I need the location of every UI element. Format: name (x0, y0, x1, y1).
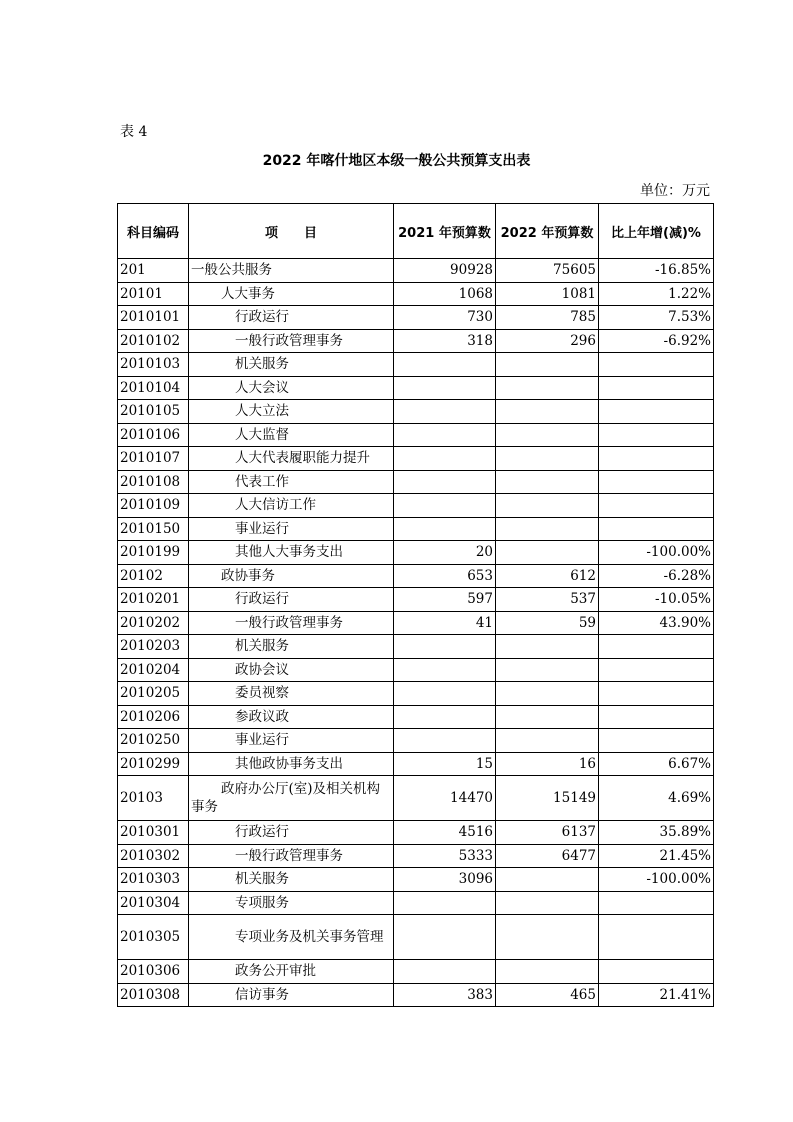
row-change: -6.28% (599, 564, 714, 588)
row-budget-2022: 612 (496, 564, 599, 588)
row-budget-2022: 296 (496, 329, 599, 353)
row-item-name: 政协会议 (189, 658, 394, 682)
row-budget-2021: 15 (394, 752, 496, 776)
row-budget-2021: 730 (394, 306, 496, 330)
table-row (118, 329, 714, 353)
row-change (599, 494, 714, 518)
row-item-name: 机关服务 (189, 353, 394, 377)
row-item-name: 信访事务 (189, 983, 394, 1007)
table-row (118, 611, 714, 635)
row-code: 2010206 (118, 705, 189, 729)
row-budget-2022 (496, 470, 599, 494)
row-change: 6.67% (599, 752, 714, 776)
row-budget-2021: 14470 (394, 776, 496, 821)
row-budget-2022 (496, 868, 599, 892)
row-item-name: 其他政协事务支出 (189, 752, 394, 776)
table-row (118, 960, 714, 984)
row-budget-2022: 59 (496, 611, 599, 635)
row-item-name: 委员视察 (189, 682, 394, 706)
row-change (599, 705, 714, 729)
row-change (599, 353, 714, 377)
row-code: 20101 (118, 282, 189, 306)
row-code: 20103 (118, 776, 189, 821)
row-budget-2021: 383 (394, 983, 496, 1007)
row-item-name: 一般行政管理事务 (189, 844, 394, 868)
table-row (118, 776, 714, 821)
table-label: 表 4 (120, 124, 148, 140)
row-budget-2021 (394, 353, 496, 377)
row-change (599, 915, 714, 960)
row-item-name: 事业运行 (189, 729, 394, 753)
row-change: -100.00% (599, 541, 714, 565)
row-budget-2022: 75605 (496, 259, 599, 283)
table-row (118, 353, 714, 377)
row-code: 2010150 (118, 517, 189, 541)
table-row (118, 282, 714, 306)
row-item-name: 专项业务及机关事务管理 (189, 915, 394, 960)
row-change: -10.05% (599, 588, 714, 612)
row-budget-2022: 1081 (496, 282, 599, 306)
row-budget-2022 (496, 729, 599, 753)
table-row (118, 868, 714, 892)
row-code: 2010299 (118, 752, 189, 776)
row-budget-2022 (496, 635, 599, 659)
row-budget-2022: 6137 (496, 821, 599, 845)
row-item-name: 人大立法 (189, 400, 394, 424)
row-budget-2022 (496, 658, 599, 682)
row-change: 21.41% (599, 983, 714, 1007)
row-budget-2022 (496, 915, 599, 960)
row-code: 2010202 (118, 611, 189, 635)
row-code: 2010303 (118, 868, 189, 892)
row-budget-2022 (496, 541, 599, 565)
row-item-name: 其他人大事务支出 (189, 541, 394, 565)
row-budget-2021 (394, 494, 496, 518)
row-code: 2010304 (118, 891, 189, 915)
row-item-name: 人大事务 (189, 282, 394, 306)
row-budget-2022 (496, 494, 599, 518)
row-budget-2021: 41 (394, 611, 496, 635)
table-row (118, 259, 714, 283)
row-change (599, 517, 714, 541)
row-change: 43.90% (599, 611, 714, 635)
table-row (118, 983, 714, 1007)
table-row (118, 494, 714, 518)
row-change (599, 376, 714, 400)
table-row (118, 306, 714, 330)
row-budget-2022 (496, 353, 599, 377)
table-row (118, 588, 714, 612)
budget-table (117, 203, 714, 1007)
row-code: 2010106 (118, 423, 189, 447)
row-budget-2022 (496, 447, 599, 471)
header-change: 比上年增(减)% (599, 204, 714, 259)
row-change (599, 891, 714, 915)
row-code: 2010201 (118, 588, 189, 612)
row-item-name: 政府办公厅(室)及相关机构事务 (189, 776, 394, 821)
header-budget-2022: 2022 年预算数 (496, 204, 599, 259)
row-item-name: 参政议政 (189, 705, 394, 729)
row-budget-2021 (394, 682, 496, 706)
row-change (599, 470, 714, 494)
row-budget-2022 (496, 423, 599, 447)
row-budget-2022 (496, 960, 599, 984)
table-row (118, 682, 714, 706)
row-change: 7.53% (599, 306, 714, 330)
table-row (118, 752, 714, 776)
row-change (599, 400, 714, 424)
row-budget-2021: 1068 (394, 282, 496, 306)
row-change (599, 447, 714, 471)
row-code: 2010306 (118, 960, 189, 984)
row-code: 2010102 (118, 329, 189, 353)
row-budget-2021: 4516 (394, 821, 496, 845)
table-row (118, 470, 714, 494)
header-budget-2021: 2021 年预算数 (394, 204, 496, 259)
row-change: -6.92% (599, 329, 714, 353)
row-item-name: 代表工作 (189, 470, 394, 494)
row-change: 35.89% (599, 821, 714, 845)
row-item-name: 人大代表履职能力提升 (189, 447, 394, 471)
row-code: 2010109 (118, 494, 189, 518)
table-row (118, 400, 714, 424)
row-code: 2010250 (118, 729, 189, 753)
row-item-name: 一般公共服务 (189, 259, 394, 283)
table-row (118, 541, 714, 565)
row-budget-2021 (394, 470, 496, 494)
row-change: -16.85% (599, 259, 714, 283)
row-budget-2022: 6477 (496, 844, 599, 868)
table-row (118, 635, 714, 659)
row-item-name: 人大监督 (189, 423, 394, 447)
row-item-name: 行政运行 (189, 588, 394, 612)
row-budget-2021 (394, 400, 496, 424)
row-code: 2010205 (118, 682, 189, 706)
row-budget-2022: 785 (496, 306, 599, 330)
row-budget-2022 (496, 682, 599, 706)
row-item-name: 一般行政管理事务 (189, 611, 394, 635)
row-code: 2010108 (118, 470, 189, 494)
row-code: 20102 (118, 564, 189, 588)
row-budget-2021 (394, 517, 496, 541)
row-item-name: 机关服务 (189, 868, 394, 892)
table-row (118, 517, 714, 541)
row-budget-2021: 5333 (394, 844, 496, 868)
table-row (118, 821, 714, 845)
table-row (118, 376, 714, 400)
row-item-name: 机关服务 (189, 635, 394, 659)
table-row (118, 447, 714, 471)
row-change (599, 423, 714, 447)
row-budget-2022: 465 (496, 983, 599, 1007)
page-title: 2022 年喀什地区本级一般公共预算支出表 (262, 153, 531, 169)
row-change: 1.22% (599, 282, 714, 306)
table-row (118, 844, 714, 868)
row-item-name: 政协事务 (189, 564, 394, 588)
row-budget-2021 (394, 423, 496, 447)
row-budget-2021: 653 (394, 564, 496, 588)
unit-label: 单位：万元 (640, 183, 710, 199)
row-code: 2010203 (118, 635, 189, 659)
row-budget-2021: 597 (394, 588, 496, 612)
row-item-name: 人大会议 (189, 376, 394, 400)
row-change (599, 960, 714, 984)
row-code: 2010302 (118, 844, 189, 868)
row-budget-2021 (394, 915, 496, 960)
row-budget-2022: 16 (496, 752, 599, 776)
row-budget-2021 (394, 635, 496, 659)
row-budget-2021: 20 (394, 541, 496, 565)
row-budget-2021 (394, 705, 496, 729)
table-header-row (118, 204, 714, 259)
row-code: 2010199 (118, 541, 189, 565)
table-row (118, 705, 714, 729)
row-item-name: 行政运行 (189, 306, 394, 330)
table-row (118, 658, 714, 682)
row-item-name: 一般行政管理事务 (189, 329, 394, 353)
row-budget-2021: 3096 (394, 868, 496, 892)
row-code: 2010308 (118, 983, 189, 1007)
row-item-name: 事业运行 (189, 517, 394, 541)
table-body (118, 259, 714, 1007)
row-code: 2010103 (118, 353, 189, 377)
row-budget-2021 (394, 376, 496, 400)
row-budget-2021 (394, 891, 496, 915)
row-code: 201 (118, 259, 189, 283)
row-code: 2010204 (118, 658, 189, 682)
row-budget-2021: 318 (394, 329, 496, 353)
row-budget-2022 (496, 376, 599, 400)
header-item: 项 目 (189, 204, 394, 259)
row-budget-2022 (496, 705, 599, 729)
table-row (118, 891, 714, 915)
row-budget-2021 (394, 447, 496, 471)
row-item-name: 政务公开审批 (189, 960, 394, 984)
table-row (118, 564, 714, 588)
row-item-name: 行政运行 (189, 821, 394, 845)
row-change: 4.69% (599, 776, 714, 821)
row-code: 2010101 (118, 306, 189, 330)
row-change: 21.45% (599, 844, 714, 868)
row-change: -100.00% (599, 868, 714, 892)
row-item-name: 专项服务 (189, 891, 394, 915)
row-item-name: 人大信访工作 (189, 494, 394, 518)
row-budget-2021: 90928 (394, 259, 496, 283)
row-budget-2022 (496, 891, 599, 915)
row-change (599, 635, 714, 659)
row-budget-2022 (496, 400, 599, 424)
row-budget-2021 (394, 960, 496, 984)
row-code: 2010105 (118, 400, 189, 424)
table-row (118, 423, 714, 447)
row-budget-2022: 537 (496, 588, 599, 612)
row-change (599, 658, 714, 682)
row-code: 2010107 (118, 447, 189, 471)
row-code: 2010301 (118, 821, 189, 845)
row-budget-2021 (394, 658, 496, 682)
table-row (118, 915, 714, 960)
header-code: 科目编码 (118, 204, 189, 259)
row-change (599, 682, 714, 706)
row-budget-2021 (394, 729, 496, 753)
row-change (599, 729, 714, 753)
row-code: 2010305 (118, 915, 189, 960)
row-code: 2010104 (118, 376, 189, 400)
row-budget-2022: 15149 (496, 776, 599, 821)
table-row (118, 729, 714, 753)
row-budget-2022 (496, 517, 599, 541)
